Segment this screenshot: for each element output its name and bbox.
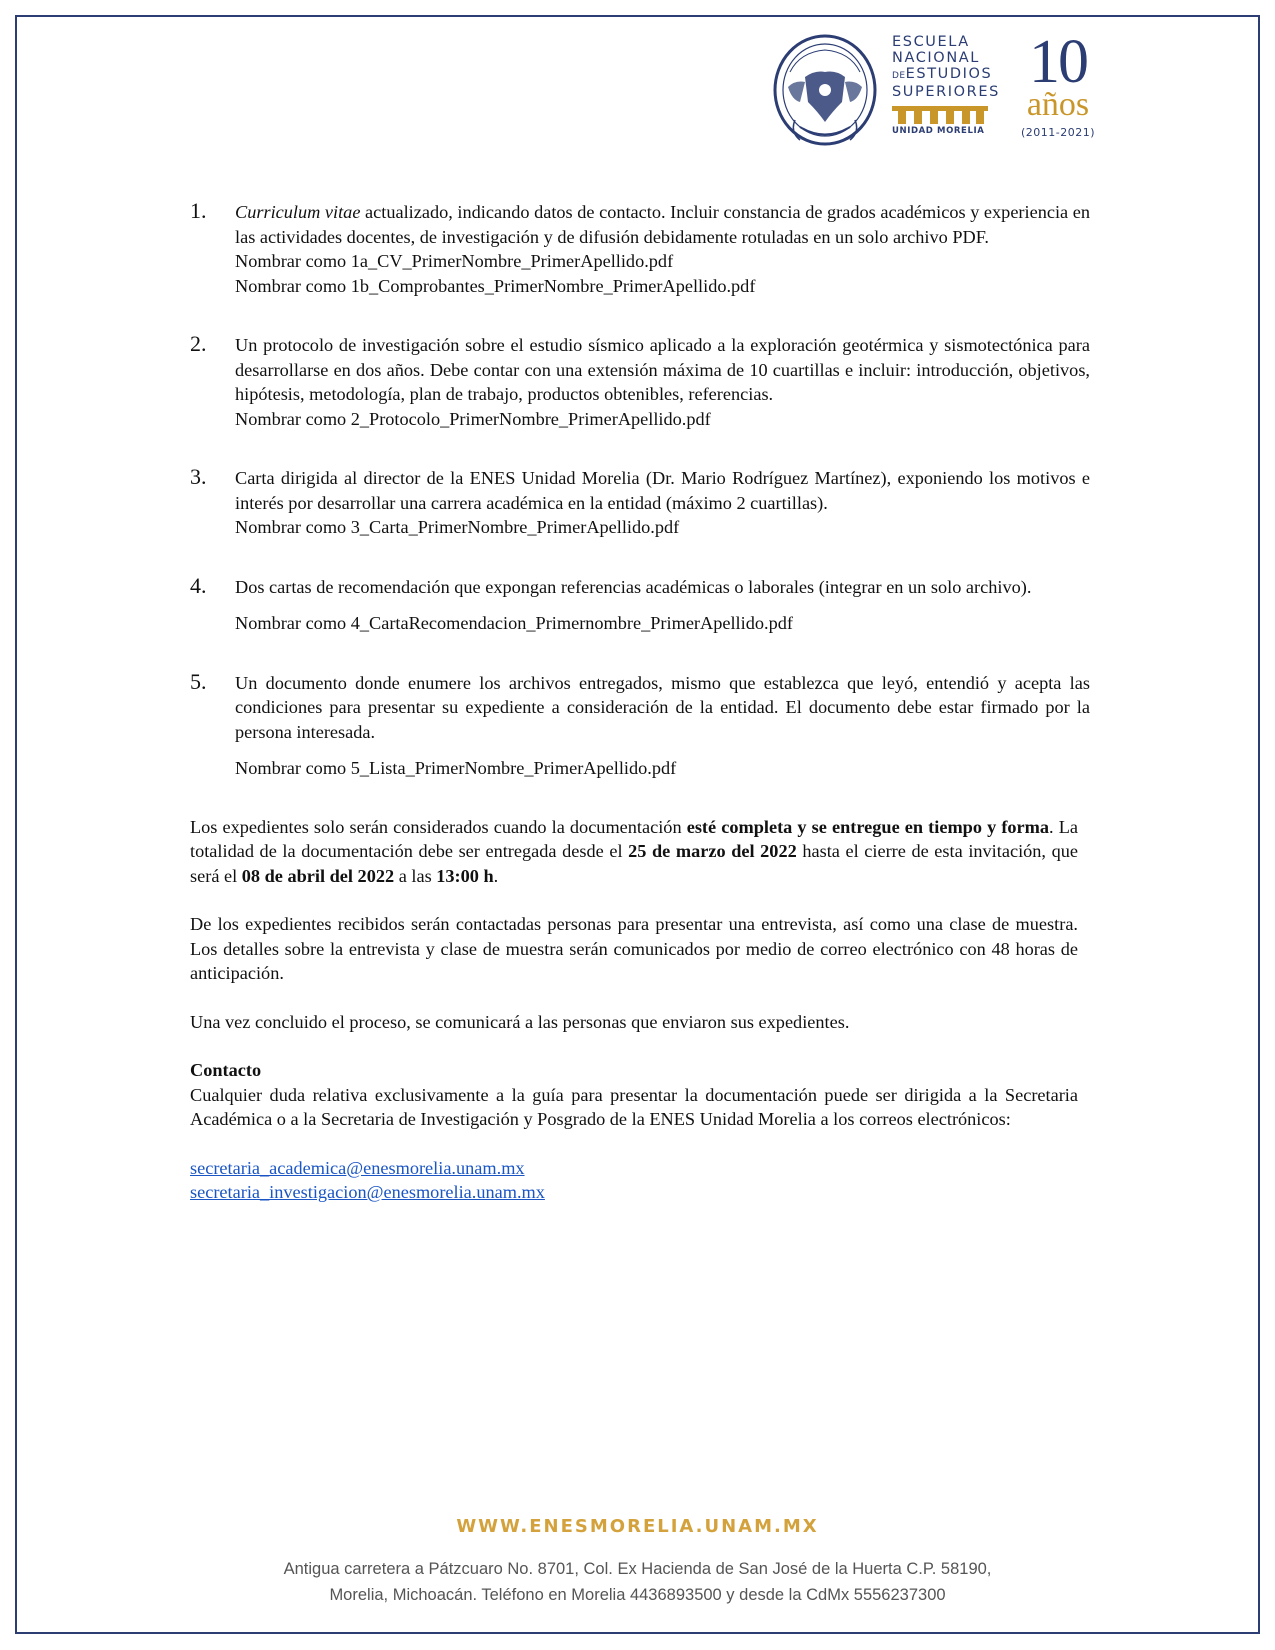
requirement-text <box>235 200 1090 249</box>
end-time: 13:00 h <box>436 865 494 886</box>
footer-address-line: Morelia, Michoacán. Teléfono en Morelia 4436893500 y desde la CdMx 5556237300 <box>329 1586 946 1604</box>
anniversary-logo <box>1008 28 1108 139</box>
requirement-text: Un protocolo de investigación sobre el estudio sísmico aplicado a la exploración geotérmica y sismotectónica para desarrollarse en dos años. Debe contar con una extensión máxima de 10 cuartillas e incluir: introducción, objetivos, hipótesis, metodología, plan de trabajo, productos obtenibles, referencias. <box>235 335 1090 404</box>
contact-emails <box>190 1156 1090 1205</box>
requirement-file-name: Nombrar como 2_Protocolo_PrimerNombre_PrimerApellido.pdf <box>235 408 711 429</box>
requirement-item <box>190 333 1090 431</box>
requirement-number: 1. <box>190 198 207 223</box>
enes-line-4: SUPERIORES <box>892 84 1000 100</box>
requirements-list <box>190 200 1090 781</box>
closing-paragraph: Una vez concluido el proceso, se comunicará a las personas que enviaron sus expedientes. <box>190 1011 850 1032</box>
requirement-file-name: Nombrar como 1a_CV_PrimerNombre_PrimerApellido.pdf <box>235 251 674 271</box>
unam-seal-logo <box>770 32 880 157</box>
deadline-text: a las <box>394 865 437 886</box>
enes-de: DE <box>892 71 906 81</box>
requirement-number: 3. <box>190 464 207 489</box>
enes-columns-icon <box>892 106 988 124</box>
requirement-number: 4. <box>190 572 207 598</box>
deadline-text: . La totalidad de la documentación debe ser entregada desde el <box>190 816 1079 861</box>
deadline-emphasis: esté completa y se entregue en tiempo y forma <box>686 816 1050 837</box>
requirement-file-name: Nombrar como 3_Carta_PrimerNombre_PrimerApellido.pdf <box>235 517 680 537</box>
requirement-item <box>190 668 1090 781</box>
header-logos <box>770 30 1110 160</box>
email-link-academica[interactable]: secretaria_academica@enesmorelia.unam.mx <box>190 1157 525 1178</box>
anniversary-years: (2011-2021) <box>1020 126 1096 139</box>
requirement-item <box>190 572 1090 636</box>
contact-text: Cualquier duda relativa exclusivamente a la guía para presentar la documentación puede ser dirigida a la Secretaria Académica o a la Secretaria de Investigación y Posgrado de la ENES Unidad Morelia a los correos electrónicos: <box>190 1084 1078 1129</box>
start-date: 25 de marzo del 2022 <box>628 841 797 861</box>
footer-address-line: Antigua carretera a Pátzcuaro No. 8701, Col. Ex Hacienda de San José de la Huerta C.P. 58190, <box>283 1560 992 1578</box>
requirement-text-italic: Curriculum vitae <box>235 202 361 222</box>
enes-wordmark <box>892 34 1002 136</box>
deadline-text: . <box>493 865 499 886</box>
footer-website: WWW.ENESMORELIA.UNAM.MX <box>456 1516 819 1537</box>
requirement-file-name: Nombrar como 1b_Comprobantes_PrimerNombre_PrimerApellido.pdf <box>235 275 756 296</box>
enes-estudios: ESTUDIOS <box>905 66 993 82</box>
requirement-number: 5. <box>190 668 207 694</box>
requirement-file-name: Nombrar como 5_Lista_PrimerNombre_PrimerApellido.pdf <box>235 758 677 778</box>
footer-address <box>0 1556 1275 1608</box>
enes-line-3 <box>892 66 1002 84</box>
requirement-item <box>190 466 1090 540</box>
requirement-item <box>190 200 1090 298</box>
requirement-number: 2. <box>190 331 207 356</box>
deadline-paragraph <box>190 815 1078 889</box>
requirement-text: Carta dirigida al director de la ENES Unidad Morelia (Dr. Mario Rodríguez Martínez), exponiendo los motivos e interés por desarrollar una carrera académica en la entidad (máximo 2 cuartillas). <box>235 468 1090 513</box>
requirement-text: Un documento donde enumere los archivos entregados, mismo que establezca que leyó, entendió y acepta las condiciones para presentar su expediente a consideración de la entidad. El documento debe estar firmado por la persona interesada. <box>235 672 1090 742</box>
enes-line-2: NACIONAL <box>892 50 980 66</box>
anniversary-number: 10 <box>1029 28 1087 96</box>
enes-unit: UNIDAD MORELIA <box>892 126 985 136</box>
requirement-text-rest: actualizado, indicando datos de contacto. Incluir constancia de grados académicos y experiencia en las actividades docentes, de investigación y de difusión debidamente rotuladas en un solo archivo PDF. <box>235 202 1090 247</box>
email-link-investigacion[interactable]: secretaria_investigacion@enesmorelia.unam.mx <box>190 1182 545 1202</box>
document-body <box>190 200 1090 1205</box>
requirement-file-name: Nombrar como 4_CartaRecomendacion_Primernombre_PrimerApellido.pdf <box>235 613 793 633</box>
enes-line-1: ESCUELA <box>892 34 970 50</box>
end-date: 08 de abril del 2022 <box>241 865 395 886</box>
deadline-text: hasta el cierre de esta invitación, que será el <box>190 841 1078 886</box>
contact-section <box>190 1058 1090 1205</box>
contact-title: Contacto <box>190 1060 262 1080</box>
requirement-text: Dos cartas de recomendación que expongan referencias académicas o laborales (integrar en un solo archivo). <box>235 576 1032 597</box>
interview-paragraph: De los expedientes recibidos serán contactadas personas para presentar una entrevista, así como una clase de muestra. Los detalles sobre la entrevista y clase de muestra serán comunicados por medio de correo electrónico con 48 horas de anticipación. <box>190 914 1078 983</box>
deadline-text: Los expedientes solo serán considerados cuando la documentación <box>190 816 687 837</box>
anniversary-word: años <box>1026 86 1090 123</box>
